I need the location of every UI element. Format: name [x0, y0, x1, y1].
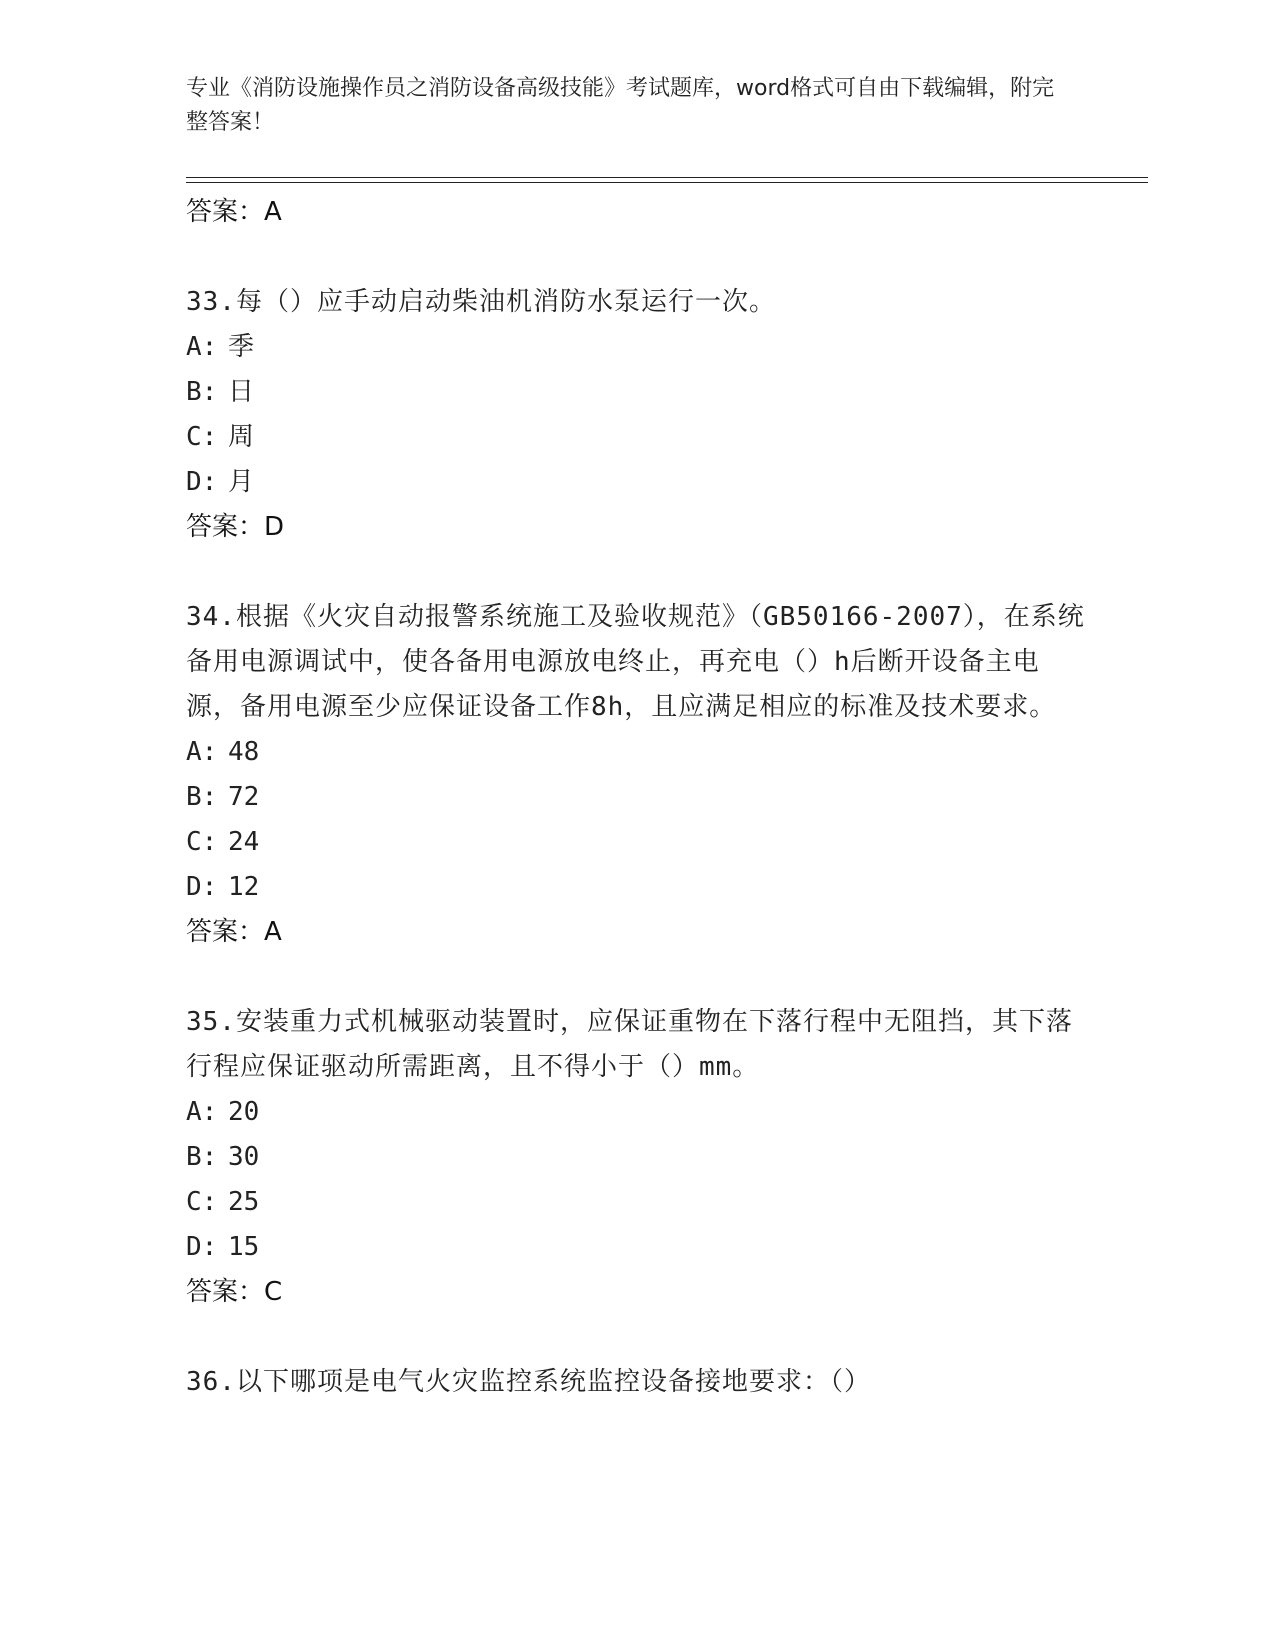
option-c: C: 周 — [186, 422, 255, 452]
question-list — [186, 190, 1086, 1405]
question-36 — [186, 1360, 1086, 1405]
option-a: A: 20 — [186, 1097, 260, 1127]
option-b: B: 72 — [186, 782, 260, 812]
answer-line: 答案：A — [186, 917, 282, 947]
header-rule-top — [186, 177, 1148, 178]
option-a: A: 季 — [186, 332, 255, 362]
option-d: D: 月 — [186, 467, 255, 497]
question-35 — [186, 1000, 1086, 1315]
question-text: 36.以下哪项是电气火灾监控系统监控设备接地要求：（） — [186, 1367, 871, 1397]
option-b: B: 日 — [186, 377, 255, 407]
question-text: 35.安装重力式机械驱动装置时，应保证重物在下落行程中无阻挡，其下落行程应保证驱动所需距离，且不得小于（）mm。 — [186, 1007, 1073, 1082]
question-33 — [186, 280, 1086, 550]
answer-line: 答案：D — [186, 512, 285, 542]
option-b: B: 30 — [186, 1142, 260, 1172]
answer-line: 答案：A — [186, 197, 282, 227]
option-c: C: 24 — [186, 827, 260, 857]
question-text: 34.根据《火灾自动报警系统施工及验收规范》（GB50166-2007），在系统备用电源调试中，使各备用电源放电终止，再充电（）h后断开设备主电源，备用电源至少应保证设备工作8h，且应满足相应的标准及技术要求。 — [186, 602, 1085, 722]
option-d: D: 15 — [186, 1232, 260, 1262]
document-header: 专业《消防设施操作员之消防设备高级技能》考试题库，word格式可自由下载编辑，附完整答案！ — [186, 76, 1055, 135]
option-a: A: 48 — [186, 737, 260, 767]
question-text: 33.每（）应手动启动柴油机消防水泵运行一次。 — [186, 287, 776, 317]
header-rule-bottom — [186, 182, 1148, 183]
question-34 — [186, 595, 1086, 955]
option-d: D: 12 — [186, 872, 260, 902]
answer-line: 答案：C — [186, 1277, 283, 1307]
option-c: C: 25 — [186, 1187, 260, 1217]
